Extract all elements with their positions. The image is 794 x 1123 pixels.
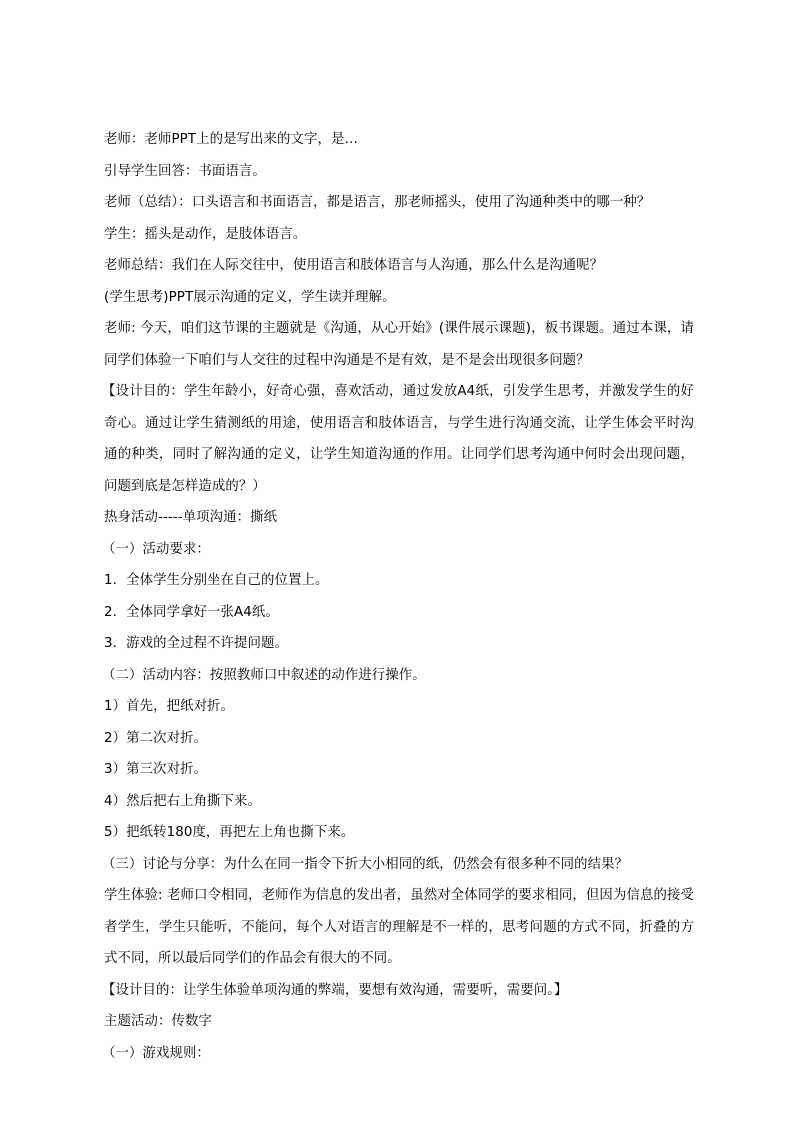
teacher-summary-communication: 老师总结：我们在人际交往中，使用语言和肢体语言与人沟通，那么什么是沟通呢？ <box>104 258 604 273</box>
discussion-heading: （三）讨论与分享：为什么在同一指令下折大小相同的纸，仍然会有很多种不同的结果？ <box>102 856 629 872</box>
step-item-3: 3）第三次对折。 <box>104 762 208 777</box>
game-rules-heading: （一）游戏规则： <box>102 1045 210 1061</box>
document-body <box>104 124 694 1069</box>
warmup-heading: 热身活动-----单项沟通：撕纸 <box>104 510 278 525</box>
student-body-language: 学生：摇头是动作，是肢体语言。 <box>104 226 307 242</box>
design-purpose-paragraph-1: 【设计目的：学生年龄小，好奇心强，喜欢活动，通过发放A4纸，引发学生思考，并激发学生的好奇心。通过让学生猜测纸的用途，使用语言和肢体语言，与学生进行沟通交流，让学生体会平时沟通的种类，同时了解沟通的定义，让学生知道沟通的作用。让同学们思考沟通中何时会出现问题，问题到底是怎样造成的？） <box>102 384 694 494</box>
step-item-1: 1）首先，把纸对折。 <box>104 699 235 714</box>
guide-written-language: 引导学生回答：书面语言。 <box>104 163 266 179</box>
step-item-4: 4）然后把右上角撕下来。 <box>104 793 262 809</box>
activity-content-heading: （二）活动内容：按照教师口中叙述的动作进行操作。 <box>102 667 426 683</box>
design-purpose-paragraph-2: 【设计目的：让学生体验单项沟通的弊端，要想有效沟通，需要听，需要问。】 <box>102 982 568 998</box>
activity-requirements-heading: （一）活动要求： <box>102 541 210 557</box>
main-activity-heading: 主题活动：传数字 <box>104 1014 212 1029</box>
student-experience-paragraph: 学生体验: 老师口令相同，老师作为信息的发出者，虽然对全体同学的要求相同，但因为信息的接受者学生，学生只能听，不能问，每个人对语言的理解是不一样的，思考问题的方式不同，折叠的方式不同，所以最后同学们的作品会有很大的不同。 <box>104 888 694 966</box>
step-item-5: 5）把纸转180度，再把左上角也撕下来。 <box>104 825 355 840</box>
student-thinking-definition: (学生思考)PPT展示沟通的定义，学生读并理解。 <box>104 289 396 305</box>
requirement-item-1: 1．全体学生分别坐在自己的位置上。 <box>104 573 329 588</box>
teacher-line-ppt-text: 老师：老师PPT上的是写出来的文字，是… <box>104 132 358 147</box>
requirement-item-2: 2．全体同学拿好一张A4纸。 <box>104 604 279 620</box>
teacher-summary-question: 老师（总结）：口头语言和书面语言，都是语言，那老师摇头，使用了沟通种类中的哪一种？ <box>104 195 651 210</box>
requirement-item-3: 3．游戏的全过程不许提问题。 <box>104 636 288 651</box>
step-item-2: 2）第二次对折。 <box>104 730 208 746</box>
lesson-topic-paragraph: 老师: 今天，咱们这节课的主题就是《沟通，从心开始》(课件展示课题)，板书课题。通过本课，请同学们体验一下咱们与人交往的过程中沟通是不是有效，是不是会出现很多问题？ <box>104 321 694 368</box>
